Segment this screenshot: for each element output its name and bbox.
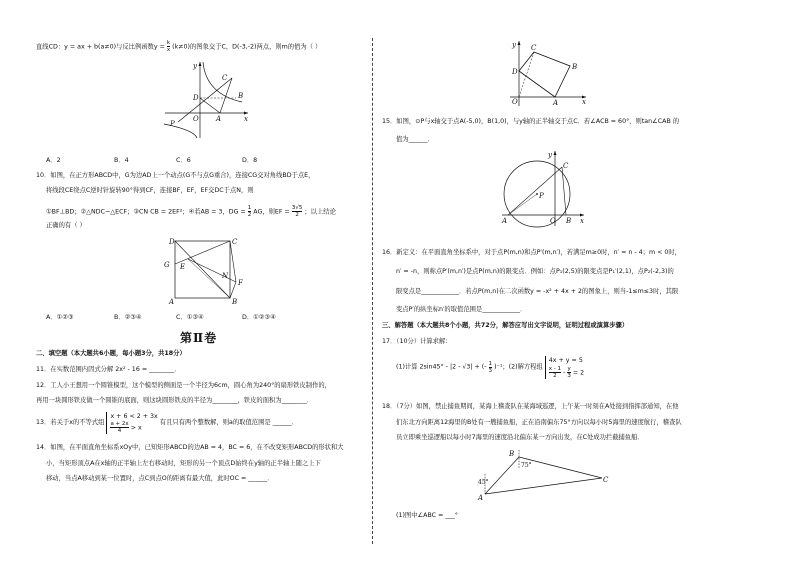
q15-label-o: O [550,217,556,225]
q15-label-p: P [539,192,544,200]
q15-label-y: y [548,151,552,159]
q14-label-o: O [512,98,518,106]
q18-label-45: 45° [478,479,489,486]
q18-line3: 员立即乘坐巡逻船以每小时7海里的速度沿北偏东某一方向出发，在C处成功拦截捕鱼船． [396,434,644,441]
q16-line1: 16．新定义：在平面直角坐标系中，对于点P(m,n)和点P′(m,n′)，若满足m≥0时，n′ = n - 4；m < 0时， [382,249,681,256]
q17-parts [396,356,584,379]
section3-heading: 三、解答题（本大题共8个小题，共72分，解答应写出文字说明，证明过程或演算步骤） [382,322,629,329]
q10-label-d: D [169,238,175,246]
q15-label-x: x [580,217,584,225]
q9-label-y: y [193,62,197,70]
q15-figure [500,148,600,228]
q17-part2-text: )⁻¹；(2)解方程组 [494,363,543,371]
q15-label-b: B [566,217,572,225]
q9-label-a: A [216,115,222,123]
part2-title: 第Ⅱ卷 [180,331,218,345]
q16-line2: n′ = -n，则称点P′(m,n′)是点P(m,n)的限变点．例如：点P₁(2,5)的限变点是P₁′(2,1)，点P₂(-2,3)的 [396,268,674,275]
q10-line3-part-a: ①BF⊥BD；②△NDC∽△ECF；③CN CB = 2EF²；④若AB = 3，DG = [46,208,246,216]
q10-line4: 正确的有（ ） [46,222,86,229]
q10-label-n: N [222,272,229,280]
q10-label-a: A [169,298,175,306]
q10-label-c: C [232,238,238,246]
q17-heading: 17．（10分）计算求解： [382,338,452,345]
q17-part1-fraction: $\frac{1}{3}$ [488,361,493,374]
q9-label-o: O [193,115,199,123]
q13-intro: 13．若关于x的不等式组 [36,419,105,426]
q14-label-c: C [531,44,537,52]
q17-system [545,356,584,379]
page-divider [372,38,373,544]
q14-label-a: A [553,99,559,107]
q10-fraction-2: $\frac{3√5}{2}$ [291,205,303,218]
q15-line2: 值为______． [396,136,434,143]
q18-label-c: C [603,476,609,484]
q14-figure [508,38,588,108]
q14-label-y: y [512,41,516,49]
q12-line1: 12．工人小王想用一个圆锥模型，这个模型的侧面是一个半径为6cm，圆心角为240°的扇形铁皮制作的， [36,382,331,389]
q15-line1: 15．如图，⊙P与x轴交于点A(-5,0)，B(1,0)，与y轴的正半轴交于点C．若∠ACB = 60°，则tan∠CAB 的 [382,118,680,125]
q18-figure [478,446,628,506]
q14-line1: 14．如图，在平面直角坐标系xOy中，已知矩形ABCD的边AB = 4，BC = 6，在不改变矩形ABCD的形状和大 [36,444,344,451]
q13-inequality-2: $\frac{a + 2x}{4}$ > x [110,421,142,434]
q10-line2: 将线段CE绕点C逆时针旋转90°得到CF，连接BF，EF，EF交DC于点N，则 [46,187,254,194]
section2-heading: 二、填空题（本大题共6小题，每小题3分，共18分） [36,350,186,357]
q14-line3: 移动，当点A移动到某一位置时，点C到点O的距离有最大值，此时OC = ______． [46,475,274,482]
q10-label-b: B [232,298,238,306]
q9-text: 直线CD：y = ax + b(a≠0)与反比例函数y = [36,43,165,51]
q11: 11．在实数范围内因式分解 2x² - 16 = ________． [36,366,181,373]
q17-equation-1: 4x + y = 5 [548,357,583,364]
q18-label-b: B [509,450,515,458]
q15-label-a: A [502,217,508,225]
q16-line4: 变点P′的纵坐标n′的取值范围是____________． [396,306,527,313]
q15-label-c: C [563,162,569,170]
q13-system [106,412,157,434]
q9-figure [160,60,250,140]
q18-label-a: A [478,494,484,502]
q9-option-b[interactable]: B．4 [114,157,129,164]
q9-label-b: B [238,92,244,100]
q10-option-a[interactable]: A．①②③ [46,314,74,321]
q10-figure [160,236,243,306]
q13-tail: 有且只有两个整数解，则a的取值范围是 ______． [159,419,298,426]
q10-option-d[interactable]: D．①②③④ [242,314,276,321]
q18-label-75: 75° [521,462,532,469]
q9-option-c[interactable]: C．6 [176,157,191,164]
q10-label-f: F [238,279,243,287]
q18-part1: (1)图中∠ABC = ___° [396,512,458,519]
q17-part1-text: (1)计算 2sin45° - |2 - √3| + (- [396,363,487,371]
q10-option-c[interactable]: C．①③④ [176,314,204,321]
q9-option-a[interactable]: A．2 [46,157,61,164]
q14-label-x: x [582,98,586,106]
q10-line3-part-b: AG，则EF = [253,208,290,216]
q13 [36,412,298,434]
q18-line1: 18．（7分）如图，禁止捕鱼期间，某海上稽查队在某海域巡逻，上午某一时刻在A处接到指挥部通知，在他 [382,403,679,410]
q10-label-e: E [180,263,186,271]
q9-fraction: $\frac{k}{x}$ [166,40,171,53]
q9-label-x: x [244,115,248,123]
q14-line2: 小，当矩形顶点A在x轴的正半轴上左右移动时，矩形的另一个顶点D始终在y轴的正半轴上随之上下 [46,460,321,467]
q10-line3-part-c: ；以上结论 [304,208,336,216]
q9-text-tail: (k≠0)的图象交于C，D(-3,-2)两点，则m的值为（ ） [172,43,322,51]
q14-label-d: D [512,68,518,76]
q18-line2: 们东北方向距离12海里的B处有一艘捕鱼船，正在沿南偏东75°方向以每小时5海里的速度航行，稽查队 [396,419,682,426]
q10-option-b[interactable]: B．②③④ [114,314,142,321]
q9-option-d[interactable]: D．8 [242,157,258,164]
q9-label-d: D [193,94,199,102]
q14-label-b: B [572,63,578,71]
q9-line [36,40,321,53]
q10-line1: 10．如图，在正方形ABCD中，G为边AD上一个动点(G不与点G重合)，连接CG交对角线BD于点E， [36,172,315,179]
q9-label-p: P [170,120,175,128]
q12-line2: 再用一块圆形铁皮做一个圆锥的底面，则这块圆形铁皮的半径为________，铁皮的面积为________． [36,397,314,404]
q13-inequality-1: x + 6 < 2 + 3x [110,413,158,420]
q17-equation-2: $\frac{x - 1}{2}$ - $\frac{y}{3}$ = 2 [548,366,585,379]
q10-label-g: G [164,261,170,269]
q10-fraction-1: $\frac{1}{2}$ [247,205,252,218]
q9-label-c: C [222,74,228,82]
q10-line3 [46,205,336,218]
q16-line3: 限变点是____________．若点P(m,n)在二次函数y = -x² + 4x + 2的图象上，则当-1≤m≤3时，其限 [396,288,679,295]
